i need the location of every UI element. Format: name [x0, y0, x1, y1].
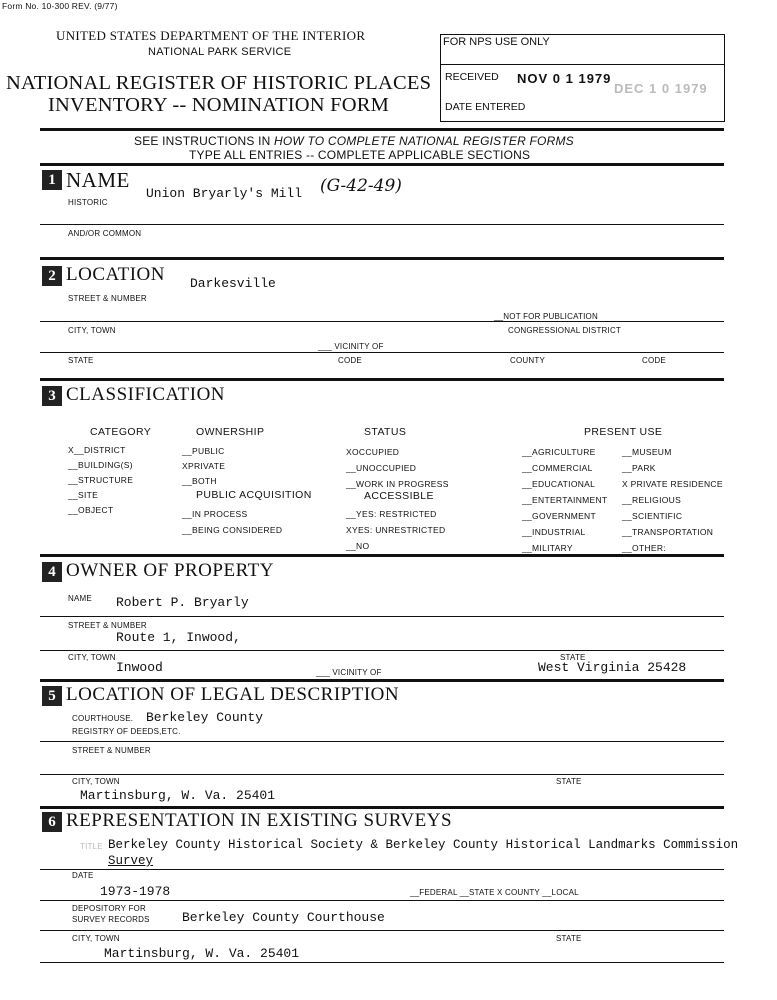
- section-5-end-rule: [40, 806, 724, 809]
- instructions-line2: TYPE ALL ENTRIES -- COMPLETE APPLICABLE SECTIONS: [189, 148, 531, 162]
- section-3-number: 3: [42, 386, 62, 406]
- use-entertainment: __ENTERTAINMENT: [522, 495, 608, 505]
- owner-city-value: Inwood: [116, 660, 163, 675]
- state-label: STATE: [68, 356, 94, 365]
- owner-state-label: STATE: [560, 653, 586, 662]
- section-3-title: CLASSIFICATION: [66, 384, 226, 405]
- public-acquisition-heading: PUBLIC ACQUISITION: [196, 489, 312, 501]
- survey-title-value: Berkeley County Historical Society & Berkeley County Historical Landmarks Commission: [108, 838, 739, 852]
- present-use-right-options: [622, 444, 723, 556]
- accessible-no: __NO: [346, 541, 370, 551]
- accessible-options: [346, 506, 445, 554]
- historic-rule: [40, 224, 724, 225]
- date-entered-label: DATE ENTERED: [445, 101, 526, 113]
- legal-city-value: Martinsburg, W. Va. 25401: [80, 788, 276, 803]
- use-religious: __RELIGIOUS: [622, 495, 682, 505]
- owner-city-label: CITY, TOWN: [68, 653, 116, 662]
- survey-title-label: TITLE: [80, 842, 103, 851]
- owner-street-rule: [40, 650, 724, 651]
- street-rule: [40, 321, 724, 322]
- section-6-number: 6: [42, 812, 62, 832]
- city-rule: [40, 352, 724, 353]
- ownership-both: __BOTH: [182, 476, 217, 486]
- received-label: RECEIVED: [445, 71, 499, 83]
- survey-date-value: 1973-1978: [100, 884, 171, 899]
- registry-label: REGISTRY OF DEEDS,ETC.: [72, 727, 181, 736]
- owner-name-label: NAME: [68, 594, 92, 603]
- category-district: X__DISTRICT: [68, 445, 126, 455]
- section-3-end-rule: [40, 554, 724, 557]
- legal-city-label: CITY, TOWN: [72, 777, 120, 786]
- historic-label: HISTORIC: [68, 198, 108, 207]
- use-private-residence: X PRIVATE RESIDENCE: [622, 479, 723, 489]
- legal-state-label: STATE: [556, 777, 582, 786]
- ownership-options: [182, 444, 225, 489]
- category-site: __SITE: [68, 490, 99, 500]
- survey-city-value: Martinsburg, W. Va. 25401: [104, 946, 300, 961]
- use-agriculture: __AGRICULTURE: [522, 447, 596, 457]
- section-1-number: 1: [42, 170, 62, 190]
- survey-level-options: __FEDERAL __STATE X COUNTY __LOCAL: [410, 888, 579, 897]
- use-scientific: __SCIENTIFIC: [622, 511, 683, 521]
- handwritten-reference: (G-42-49): [320, 176, 402, 196]
- nps-box-divider: [441, 64, 724, 65]
- city-label: CITY, TOWN: [68, 326, 116, 335]
- common-label: AND/OR COMMON: [68, 229, 142, 238]
- acquisition-being-considered: __BEING CONSIDERED: [182, 525, 283, 535]
- use-commercial: __COMMERCIAL: [522, 463, 593, 473]
- form-title-line1: NATIONAL REGISTER OF HISTORIC PLACES: [6, 72, 432, 94]
- survey-title-value-line2: Survey: [108, 854, 154, 868]
- depository-rule: [40, 930, 724, 931]
- present-use-left-options: [522, 444, 607, 556]
- county-label: COUNTY: [510, 356, 545, 365]
- survey-date-label: DATE: [72, 871, 94, 880]
- status-occupied: XOCCUPIED: [346, 447, 400, 457]
- agency-name: NATIONAL PARK SERVICE: [148, 46, 292, 58]
- use-military: __MILITARY: [522, 543, 573, 553]
- date-entered-stamp: DEC 1 0 1979: [614, 81, 708, 96]
- code-label: CODE: [338, 356, 362, 365]
- form-title-line2: INVENTORY -- NOMINATION FORM: [48, 94, 389, 116]
- use-park: __PARK: [622, 463, 656, 473]
- instructions-prefix: SEE INSTRUCTIONS IN: [134, 134, 275, 148]
- county-code-label: CODE: [642, 356, 666, 365]
- category-heading: CATEGORY: [90, 426, 152, 438]
- section-6-title: REPRESENTATION IN EXISTING SURVEYS: [66, 810, 453, 831]
- section-2-title: LOCATION: [66, 264, 165, 285]
- ownership-public: __PUBLIC: [182, 446, 225, 456]
- section-2-end-rule: [40, 378, 724, 381]
- section-4-end-rule: [40, 679, 724, 682]
- category-buildings: __BUILDING(S): [68, 460, 133, 470]
- survey-city-label: CITY, TOWN: [72, 934, 120, 943]
- use-museum: __MUSEUM: [622, 447, 672, 457]
- ownership-private: XPRIVATE: [182, 461, 226, 471]
- owner-street-label: STREET & NUMBER: [68, 621, 147, 630]
- use-transportation: __TRANSPORTATION: [622, 527, 714, 537]
- present-use-heading: PRESENT USE: [584, 426, 663, 438]
- courthouse-label: COURTHOUSE.: [72, 714, 134, 723]
- courthouse-value: Berkeley County: [146, 710, 264, 725]
- use-industrial: __INDUSTRIAL: [522, 527, 586, 537]
- accessible-unrestricted: XYES: UNRESTRICTED: [346, 525, 446, 535]
- not-for-publication-option: __NOT FOR PUBLICATION: [494, 312, 598, 321]
- public-acquisition-options: [182, 506, 282, 538]
- historic-name-value: Union Bryarly's Mill: [146, 186, 303, 201]
- street-value: Darkesville: [190, 276, 276, 291]
- survey-date-rule: [40, 900, 724, 901]
- instructions-rule: [40, 163, 724, 166]
- depository-label-1: DEPOSITORY FOR: [72, 904, 146, 913]
- ownership-heading: OWNERSHIP: [196, 426, 265, 438]
- category-structure: __STRUCTURE: [68, 475, 134, 485]
- status-unoccupied: __UNOCCUPIED: [346, 463, 417, 473]
- accessible-restricted: __YES: RESTRICTED: [346, 509, 437, 519]
- owner-vicinity-label: ___ VICINITY OF: [316, 668, 382, 677]
- legal-street-rule: [40, 774, 724, 775]
- street-label: STREET & NUMBER: [68, 294, 147, 303]
- section-4-number: 4: [42, 562, 62, 582]
- category-object: __OBJECT: [68, 505, 114, 515]
- accessible-heading: ACCESSIBLE: [364, 490, 434, 502]
- survey-title-rule: [40, 869, 724, 870]
- survey-city-rule: [40, 962, 724, 963]
- category-options: [68, 443, 133, 518]
- status-heading: STATUS: [364, 426, 407, 438]
- owner-name-rule: [40, 616, 724, 617]
- nps-use-label: FOR NPS USE ONLY: [443, 36, 550, 48]
- section-5-number: 5: [42, 686, 62, 706]
- section-1-title: NAME: [66, 168, 130, 192]
- use-educational: __EDUCATIONAL: [522, 479, 596, 489]
- depository-value: Berkeley County Courthouse: [182, 910, 385, 925]
- form-number: Form No. 10-300 REV. (9/77): [2, 1, 118, 11]
- depository-label-2: SURVEY RECORDS: [72, 915, 150, 924]
- section-1-end-rule: [40, 257, 724, 260]
- use-other: __OTHER:: [622, 543, 666, 553]
- status-options: [346, 444, 449, 492]
- use-government: __GOVERNMENT: [522, 511, 596, 521]
- owner-name-value: Robert P. Bryarly: [116, 595, 249, 610]
- section-2-number: 2: [42, 266, 62, 286]
- nps-use-box: [440, 34, 725, 122]
- vicinity-label: ___ VICINITY OF: [318, 342, 384, 351]
- acquisition-in-process: __IN PROCESS: [182, 509, 248, 519]
- section-5-title: LOCATION OF LEGAL DESCRIPTION: [66, 684, 400, 705]
- department-name: UNITED STATES DEPARTMENT OF THE INTERIOR: [56, 28, 366, 43]
- status-work-in-progress: __WORK IN PROGRESS: [346, 479, 449, 489]
- instructions-line1: [134, 134, 574, 148]
- received-stamp: NOV 0 1 1979: [517, 71, 612, 86]
- owner-street-value: Route 1, Inwood,: [116, 630, 241, 645]
- owner-state-value: West Virginia 25428: [538, 660, 687, 675]
- congressional-district-label: CONGRESSIONAL DISTRICT: [508, 326, 622, 335]
- registry-rule: [40, 741, 724, 742]
- survey-state-label: STATE: [556, 934, 582, 943]
- section-4-title: OWNER OF PROPERTY: [66, 560, 274, 581]
- header-rule: [40, 128, 724, 131]
- instructions-italic: HOW TO COMPLETE NATIONAL REGISTER FORMS: [274, 134, 574, 148]
- legal-street-label: STREET & NUMBER: [72, 746, 151, 755]
